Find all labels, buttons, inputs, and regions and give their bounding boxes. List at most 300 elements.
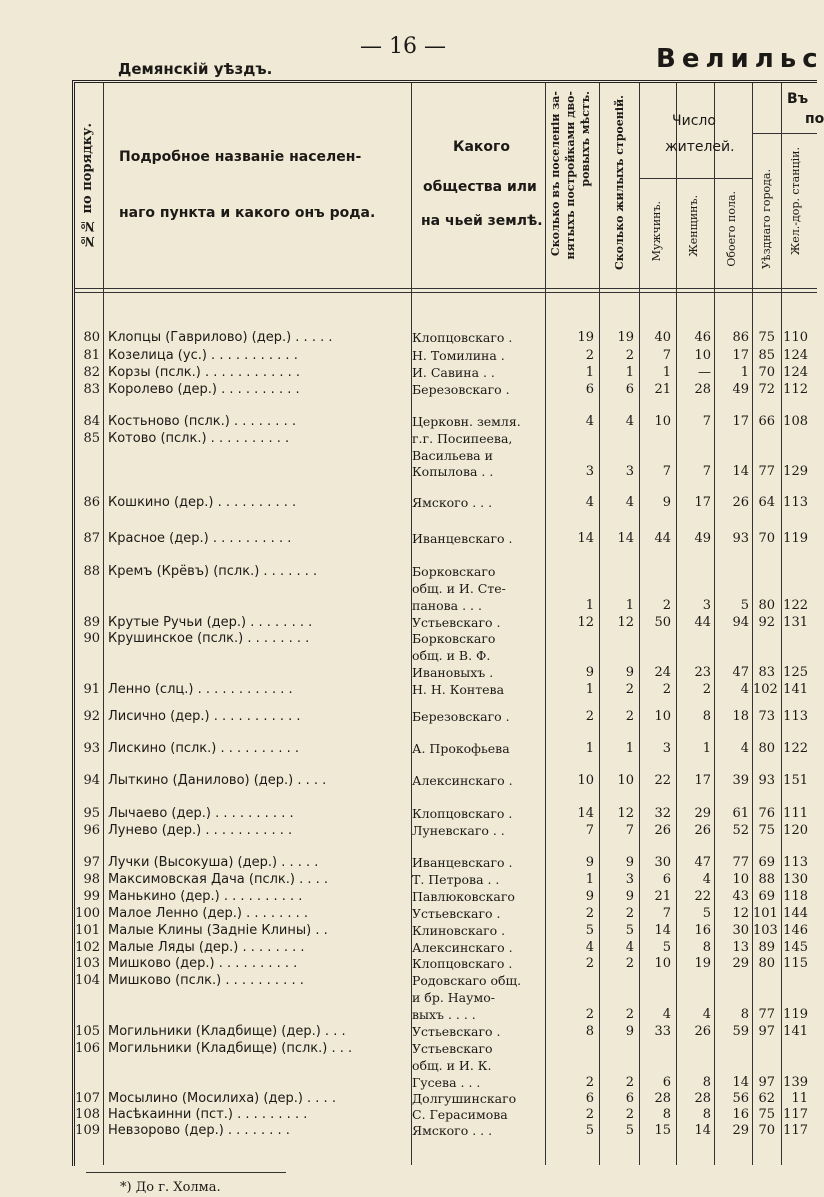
total-count: 29 [732,1123,749,1138]
female-count: 29 [694,806,711,821]
header-name-2: наго пункта и какого онъ рода. [119,205,376,221]
header-female: Женщинъ. [687,195,700,257]
buildings-count: 6 [625,382,634,397]
buildings-count: 4 [625,414,634,429]
place-name: Клопцы (Гаврилово) (дер.) . . . . . [108,330,333,345]
places-count: 9 [585,855,594,870]
table-row [72,854,814,872]
distance-station: 131 [783,615,808,630]
total-count: 13 [732,940,749,955]
distance-station: 111 [783,806,808,821]
distance-station: 122 [783,598,808,613]
distance-town: 89 [758,940,775,955]
row-number: 101 [75,923,100,938]
society-name: Н. Н. Контева [412,682,505,697]
places-count: 5 [585,1123,594,1138]
place-name: Малые Ляды (дер.) . . . . . . . . [108,940,305,955]
male-count: 24 [654,665,671,680]
male-count: 4 [662,1007,671,1022]
female-count: 8 [702,940,711,955]
places-count: 6 [585,1091,594,1106]
buildings-count: 7 [625,823,634,838]
society-name: Луневскаго . . [412,823,505,838]
place-name: Козелица (ус.) . . . . . . . . . . . [108,348,298,363]
header-buildings: Сколько жилыхъ строеній. [613,95,626,271]
male-count: 44 [654,531,671,546]
place-name: Невзорово (дер.) . . . . . . . . [108,1123,290,1138]
places-count: 2 [585,1075,594,1090]
society-name: панова . . . [412,598,482,613]
header-name-1: Подробное названіе населен- [119,149,362,165]
female-count: 23 [694,665,711,680]
total-count: 56 [732,1091,749,1106]
male-count: 15 [654,1123,671,1138]
female-count: 8 [702,1075,711,1090]
distance-town: 69 [758,855,775,870]
distance-town: 64 [758,495,775,510]
table-row [72,681,814,699]
buildings-count: 9 [625,855,634,870]
distance-station: 144 [783,906,808,921]
distance-station: 108 [783,414,808,429]
header-society-1: Какого [453,139,510,155]
row-number: 107 [75,1091,100,1106]
female-count: 1 [702,741,711,756]
society-name: Клопцовскаго . [412,806,513,821]
society-name: Клопцовскаго . [412,956,513,971]
row-number: 103 [75,956,100,971]
row-number: 88 [83,564,100,579]
distance-station: 122 [783,741,808,756]
place-name: Лучки (Высокуша) (дер.) . . . . . [108,855,319,870]
places-count: 2 [585,1007,594,1022]
society-name: Родовскаго общ. [412,973,522,988]
buildings-count: 3 [625,464,634,479]
male-count: 30 [654,855,671,870]
female-count: 5 [702,906,711,921]
row-number: 83 [83,382,100,397]
total-count: 47 [732,665,749,680]
table-row [72,871,814,889]
row-number: 86 [83,495,100,510]
row-number: 97 [83,855,100,870]
total-count: 26 [732,495,749,510]
female-count: 4 [702,1007,711,1022]
row-number: 92 [83,709,100,724]
header-residents-2: жителей. [665,139,735,155]
society-name: И. Савина . . [412,365,495,380]
page-number: — 16 — [360,34,446,59]
places-count: 2 [585,956,594,971]
distance-station: 110 [783,330,808,345]
table-row [72,740,814,758]
distance-station: 119 [783,531,808,546]
place-name: Малое Ленно (дер.) . . . . . . . . [108,906,309,921]
places-count: 14 [577,806,594,821]
distance-town: 101 [753,906,778,921]
row-number: 87 [83,531,100,546]
table-row [72,905,814,923]
society-name: Т. Петрова . . [412,872,500,887]
total-count: 16 [732,1107,749,1122]
total-count: 1 [740,365,749,380]
buildings-count: 2 [625,906,634,921]
distance-rule [752,133,817,134]
distance-town: 80 [758,598,775,613]
buildings-count: 2 [625,348,634,363]
male-count: 14 [654,923,671,938]
place-name: Крутые Ручьи (дер.) . . . . . . . . [108,615,313,630]
table-row [72,364,814,382]
total-count: 10 [732,872,749,887]
male-count: 6 [662,872,671,887]
society-name: Клопцовскаго . [412,330,513,345]
buildings-count: 2 [625,956,634,971]
male-count: 10 [654,414,671,429]
place-name: Насѣкаинни (пст.) . . . . . . . . . [108,1107,308,1122]
distance-station: 124 [783,348,808,363]
society-name: Устьевскаго . [412,615,501,630]
female-count: 19 [694,956,711,971]
row-number: 80 [83,330,100,345]
places-count: 1 [585,741,594,756]
male-count: 5 [662,940,671,955]
total-count: 77 [732,855,749,870]
places-count: 9 [585,889,594,904]
buildings-count: 9 [625,665,634,680]
society-name: Васильева и [412,448,493,463]
society-name: Иванцевскаго . [412,531,513,546]
male-count: 50 [654,615,671,630]
distance-station: 113 [783,709,808,724]
society-name: Н. Томилина . [412,348,505,363]
residents-rule [640,178,752,179]
society-name: г.г. Посипеева, [412,431,513,446]
male-count: 10 [654,956,671,971]
table-row [72,530,814,548]
row-number: 96 [83,823,100,838]
places-count: 12 [577,615,594,630]
places-count: 7 [585,823,594,838]
distance-town: 80 [758,956,775,971]
distance-town: 73 [758,709,775,724]
female-count: 28 [694,1091,711,1106]
table-row [72,805,814,823]
header-both: Обоего пола. [725,191,738,267]
total-count: 4 [740,741,749,756]
female-count: 7 [702,464,711,479]
society-name: выхъ . . . . [412,1007,476,1022]
header-rail-station: Жел.-дор. станціи. [789,147,802,256]
distance-station: 141 [783,682,808,697]
buildings-count: 1 [625,741,634,756]
society-name: Устьевскаго . [412,906,501,921]
total-count: 4 [740,682,749,697]
distance-station: 145 [783,940,808,955]
place-name: Максимовская Дача (пслк.) . . . . [108,872,329,887]
place-name: Малые Клины (Задніе Клины) . . [108,923,328,938]
place-name: Могильники (Кладбище) (пслк.) . . . [108,1041,353,1056]
distance-town: 80 [758,741,775,756]
distance-town: 103 [753,923,778,938]
place-name: Мосылино (Мосилиха) (дер.) . . . . [108,1091,336,1106]
distance-town: 69 [758,889,775,904]
total-count: 17 [732,414,749,429]
row-number: 105 [75,1024,100,1039]
buildings-count: 2 [625,682,634,697]
distance-town: 97 [758,1075,775,1090]
row-number: 81 [83,348,100,363]
place-name: Красное (дер.) . . . . . . . . . . [108,531,292,546]
society-name: Устьевскаго . [412,1024,501,1039]
male-count: 6 [662,1075,671,1090]
row-number: 95 [83,806,100,821]
header-distance: Въ [787,91,809,107]
places-count: 2 [585,1107,594,1122]
header-no: №№ по порядку. [80,123,95,249]
male-count: 22 [654,773,671,788]
society-name: Алексинскаго . [412,773,513,788]
place-name: Могильники (Кладбище) (дер.) . . . [108,1024,346,1039]
female-count: 44 [694,615,711,630]
place-name: Крушинское (пслк.) . . . . . . . . [108,631,310,646]
place-name: Ленно (слц.) . . . . . . . . . . . . [108,682,293,697]
female-count: 17 [694,773,711,788]
place-name: Кремъ (Крёвъ) (пслк.) . . . . . . . [108,564,318,579]
society-name: А. Прокофьева [412,741,510,756]
total-count: 14 [732,464,749,479]
table-row [72,381,814,399]
header-distance-2: по [805,111,824,127]
row-number: 98 [83,872,100,887]
distance-station: 120 [783,823,808,838]
female-count: 17 [694,495,711,510]
district-title: Демянскій уѣздъ. [118,60,273,78]
society-name: Ивановыхъ . [412,665,494,680]
female-count: 14 [694,1123,711,1138]
total-count: 17 [732,348,749,363]
male-count: 33 [654,1024,671,1039]
places-count: 3 [585,464,594,479]
row-number: 91 [83,682,100,697]
table-row [72,822,814,840]
table-row [72,1057,814,1075]
distance-station: 146 [783,923,808,938]
buildings-count: 14 [617,531,634,546]
table-row [72,597,814,615]
total-count: 61 [732,806,749,821]
female-count: 2 [702,682,711,697]
buildings-count: 19 [617,330,634,345]
society-name: общ. и И. К. [412,1058,492,1073]
society-name: Борковскаго [412,631,496,646]
society-name: Борковскаго [412,564,496,579]
buildings-count: 9 [625,1024,634,1039]
table-row [72,664,814,682]
buildings-count: 4 [625,495,634,510]
society-name: Устьевскаго [412,1041,493,1056]
distance-town: 92 [758,615,775,630]
distance-town: 75 [758,330,775,345]
row-number: 84 [83,414,100,429]
society-name: Ямского . . . [412,495,493,510]
distance-town: 76 [758,806,775,821]
distance-town: 75 [758,1107,775,1122]
places-count: 9 [585,665,594,680]
distance-station: 125 [783,665,808,680]
society-name: Березовскаго . [412,709,510,724]
header-rule-2 [75,292,817,293]
female-count: 8 [702,1107,711,1122]
buildings-count: 1 [625,598,634,613]
table-row [72,647,814,665]
header-places-1: Сколько въ поселеніи за- [549,91,562,257]
row-number: 85 [83,431,100,446]
distance-station: 141 [783,1024,808,1039]
table-row [72,922,814,940]
place-name: Лунево (дер.) . . . . . . . . . . . [108,823,293,838]
society-name: общ. и В. Ф. [412,648,491,663]
table-row [72,413,814,431]
female-count: 3 [702,598,711,613]
place-name: Кошкино (дер.) . . . . . . . . . . [108,495,297,510]
places-count: 6 [585,382,594,397]
society-name: Березовскаго . [412,382,510,397]
header-male: Мужчинъ. [650,201,663,262]
places-count: 1 [585,365,594,380]
buildings-count: 2 [625,1107,634,1122]
place-name: Лискино (пслк.) . . . . . . . . . . [108,741,299,756]
table-row [72,1122,814,1140]
society-name: Иванцевскаго . [412,855,513,870]
places-count: 5 [585,923,594,938]
distance-station: 118 [783,889,808,904]
society-name: Гусева . . . [412,1075,481,1090]
header-places-3: ровыхъ мѣстъ. [579,91,592,187]
total-count: 18 [732,709,749,724]
buildings-count: 5 [625,1123,634,1138]
society-name: Павлюковскаго [412,889,515,904]
row-number: 109 [75,1123,100,1138]
society-name: Долгушинскаго [412,1091,517,1106]
society-name: Клиновскаго . [412,923,506,938]
male-count: 21 [654,382,671,397]
distance-town: 62 [758,1091,775,1106]
places-count: 2 [585,906,594,921]
distance-town: 75 [758,823,775,838]
society-name: Алексинскаго . [412,940,513,955]
places-count: 10 [577,773,594,788]
male-count: 40 [654,330,671,345]
total-count: 30 [732,923,749,938]
total-count: 94 [732,615,749,630]
total-count: 52 [732,823,749,838]
region-title: Велильс [656,44,824,74]
society-name: Ямского . . . [412,1123,493,1138]
female-count: 8 [702,709,711,724]
total-count: 39 [732,773,749,788]
male-count: 9 [662,495,671,510]
row-number: 89 [83,615,100,630]
distance-station: 119 [783,1007,808,1022]
male-count: 1 [662,365,671,380]
female-count: 46 [694,330,711,345]
buildings-count: 9 [625,889,634,904]
distance-station: 115 [783,956,808,971]
header-society-3: на чьей землѣ. [421,213,543,229]
buildings-count: 4 [625,940,634,955]
distance-town: 97 [758,1024,775,1039]
society-name: общ. и И. Сте- [412,581,506,596]
table-row [72,347,814,365]
row-number: 104 [75,973,100,988]
female-count: 10 [694,348,711,363]
male-count: 32 [654,806,671,821]
buildings-count: 2 [625,1075,634,1090]
total-count: 43 [732,889,749,904]
female-count: 28 [694,382,711,397]
places-count: 1 [585,872,594,887]
places-count: 1 [585,682,594,697]
table-row [72,989,814,1007]
row-number: 94 [83,773,100,788]
distance-town: 77 [758,1007,775,1022]
society-name: Церковн. земля. [412,414,521,429]
distance-station: 151 [783,773,808,788]
distance-station: 117 [783,1123,808,1138]
distance-station: 117 [783,1107,808,1122]
table-row [72,1023,814,1041]
male-count: 7 [662,348,671,363]
place-name: Мишково (дер.) . . . . . . . . . . [108,956,298,971]
row-number: 99 [83,889,100,904]
table-row [72,955,814,973]
places-count: 4 [585,495,594,510]
distance-town: 70 [758,365,775,380]
buildings-count: 12 [617,615,634,630]
header-rule [75,288,817,289]
male-count: 28 [654,1091,671,1106]
female-count: 7 [702,414,711,429]
row-number: 106 [75,1041,100,1056]
buildings-count: 1 [625,365,634,380]
total-count: 5 [740,598,749,613]
table-row [72,772,814,790]
header-residents-1: Число [672,113,716,129]
total-count: 49 [732,382,749,397]
male-count: 7 [662,464,671,479]
distance-town: 70 [758,1123,775,1138]
total-count: 59 [732,1024,749,1039]
table-row [72,580,814,598]
place-name: Лыткино (Данилово) (дер.) . . . . [108,773,327,788]
female-count: — [698,365,711,380]
buildings-count: 10 [617,773,634,788]
female-count: 22 [694,889,711,904]
place-name: Котово (пслк.) . . . . . . . . . . [108,431,290,446]
buildings-count: 2 [625,709,634,724]
male-count: 7 [662,906,671,921]
male-count: 26 [654,823,671,838]
place-name: Лычаево (дер.) . . . . . . . . . . [108,806,294,821]
table-row [72,463,814,481]
place-name: Королево (дер.) . . . . . . . . . . [108,382,300,397]
place-name: Корзы (пслк.) . . . . . . . . . . . . [108,365,301,380]
female-count: 26 [694,1024,711,1039]
distance-town: 88 [758,872,775,887]
buildings-count: 5 [625,923,634,938]
footnote-rule [86,1172,286,1173]
